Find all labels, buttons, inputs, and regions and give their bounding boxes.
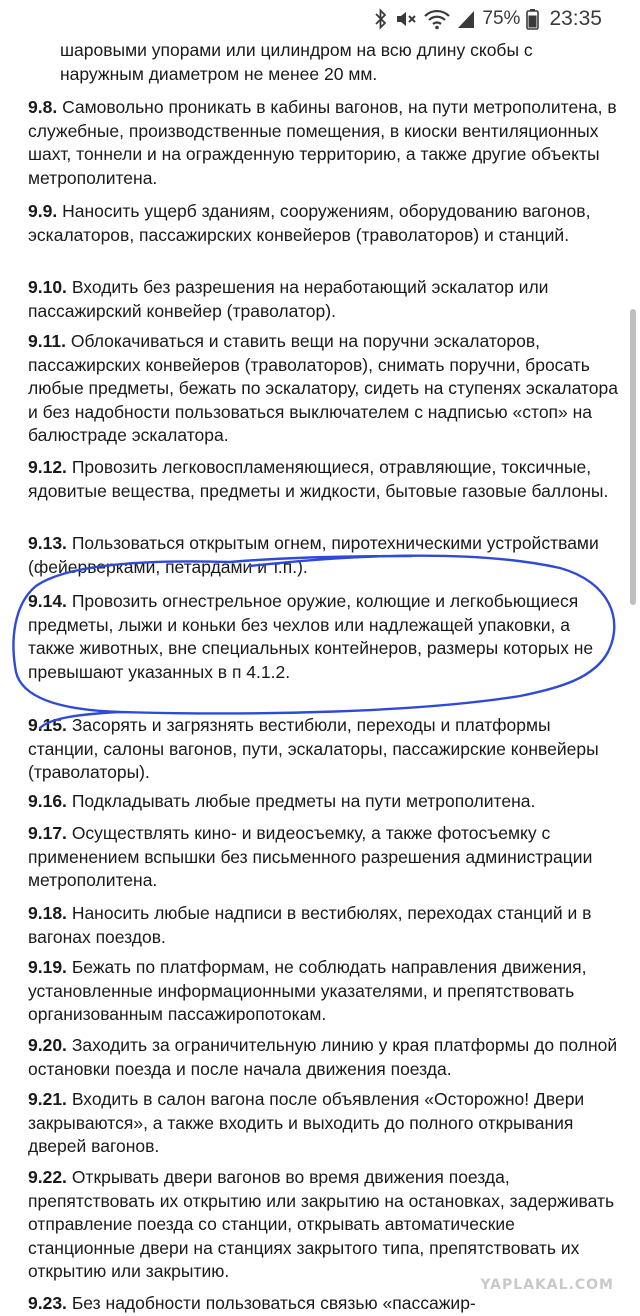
rule-text: Провозить легковоспламеняющиеся, отравляющие, токсичные, ядовитые вещества, предметы и жидкости, бытовые газовые баллоны. [28, 457, 609, 501]
scrollbar-thumb[interactable] [630, 309, 636, 605]
rule-continuation-text: шаровыми упорами или цилиндром на всю длину скобы с наружным диаметром не менее 20 мм. [60, 40, 533, 84]
rule-text: Пользоваться открытым огнем, пиротехническими устройствами (фейерверками, петардами и т.п.). [28, 533, 599, 577]
rule-text: Провозить огнестрельное оружие, колющие и легкобьющиеся предметы, лыжи и коньки без чехлов или надлежащей упаковки, а также животных, вне специальных контейнеров, размеры которых не превышают указанных в п 4.1.2. [28, 591, 594, 682]
rule-number: 9.16. [28, 791, 67, 811]
rule-item [28, 956, 618, 1027]
rule-item [28, 902, 618, 949]
rule-text: Подкладывать любые предметы на пути метрополитена. [71, 791, 536, 811]
rule-item-highlighted [28, 590, 618, 684]
rule-text: Осуществлять кино- и видеосъемку, а также фотосъемку с применением вспышки без письменного разрешения администрации метрополитена. [28, 823, 593, 890]
rule-number: 9.22. [28, 1167, 67, 1187]
battery-percentage: 75% [482, 8, 521, 29]
rule-number: 9.21. [28, 1089, 67, 1109]
rule-text: Наносить любые надписи в вестибюлях, переходах станций и в вагонах поездов. [28, 903, 592, 947]
rule-text: Заходить за ограничительную линию у края платформы до полной остановки поезда и после начала движения поезда. [28, 1035, 618, 1079]
rule-item [28, 1292, 618, 1316]
rule-number: 9.11. [28, 331, 66, 351]
rule-number: 9.13. [28, 533, 67, 553]
rule-item [28, 1088, 618, 1159]
watermark: YAPLAKAL.COM [480, 1277, 614, 1293]
rule-item [28, 532, 618, 579]
rule-number: 9.19. [28, 957, 67, 977]
rule-number: 9.17. [28, 823, 67, 843]
rule-item [28, 822, 618, 893]
signal-icon [456, 7, 476, 31]
rule-number: 9.20. [28, 1035, 67, 1055]
rule-text: Засорять и загрязнять вестибюли, переходы и платформы станции, салоны вагонов, пути, эскалаторы, пассажирские конвейеры (траволаторы). [28, 715, 599, 782]
rule-item [28, 96, 618, 190]
bluetooth-icon [374, 7, 388, 31]
mute-icon [394, 7, 418, 31]
rule-number: 9.18. [28, 903, 67, 923]
clock: 23:35 [549, 7, 602, 30]
rule-item [28, 330, 618, 448]
rule-item [28, 1034, 618, 1081]
rule-number: 9.14. [28, 591, 67, 611]
rule-item [28, 1166, 618, 1284]
rule-number: 9.10. [28, 277, 67, 297]
rule-text: Без надобности пользоваться связью «пассажир- [71, 1293, 476, 1313]
rule-item [28, 790, 618, 814]
rule-text: Бежать по платформам, не соблюдать направления движения, установленные информационными указателями, и препятствовать организованным пассажиропотокам. [28, 957, 587, 1024]
rule-text: Входить без разрешения на неработающий эскалатор или пассажирский конвейер (траволатор). [28, 277, 549, 321]
wifi-icon [424, 7, 450, 31]
document-view[interactable] [0, 38, 640, 1316]
rule-item [28, 200, 618, 247]
rule-number: 9.8. [28, 97, 58, 117]
rule-number: 9.15. [28, 715, 67, 735]
rule-number: 9.9. [28, 201, 58, 221]
battery-icon [526, 7, 539, 31]
rule-text: Входить в салон вагона после объявления «Осторожно! Двери закрываются», а также входить и выходить до полного открывания дверей вагонов. [28, 1089, 585, 1156]
status-bar [0, 0, 640, 38]
rule-item [28, 714, 618, 785]
rule-text: Открывать двери вагонов во время движения поезда, препятствовать их открытию или закрытию на остановках, задерживать отправление поезда со станции, открывать автоматические станционные двери на станциях закрытого типа, препятствовать их открытию или закрытию. [28, 1167, 615, 1281]
rule-item [28, 276, 618, 323]
rule-item [28, 456, 618, 503]
rule-text: Самовольно проникать в кабины вагонов, на пути метрополитена, в служебные, производственные помещения, в киоски вентиляционных шахт, тоннели и на огражденную территорию, а также другие объекты метрополитена. [28, 97, 617, 188]
rule-text: Наносить ущерб зданиям, сооружениям, оборудованию вагонов, эскалаторов, пассажирских конвейеров (траволаторов) и станций. [28, 201, 591, 245]
rule-number: 9.12. [28, 457, 67, 477]
rule-text: Облокачиваться и ставить вещи на поручни эскалаторов, пассажирских конвейеров (траволаторов), снимать поручни, бросать любые предметы, бежать по эскалатору, сидеть на ступенях эскалатора и без надобности пользоваться выключателем с надписью «стоп» на балюстраде эскалатора. [28, 331, 618, 445]
rule-number: 9.23. [28, 1293, 67, 1313]
